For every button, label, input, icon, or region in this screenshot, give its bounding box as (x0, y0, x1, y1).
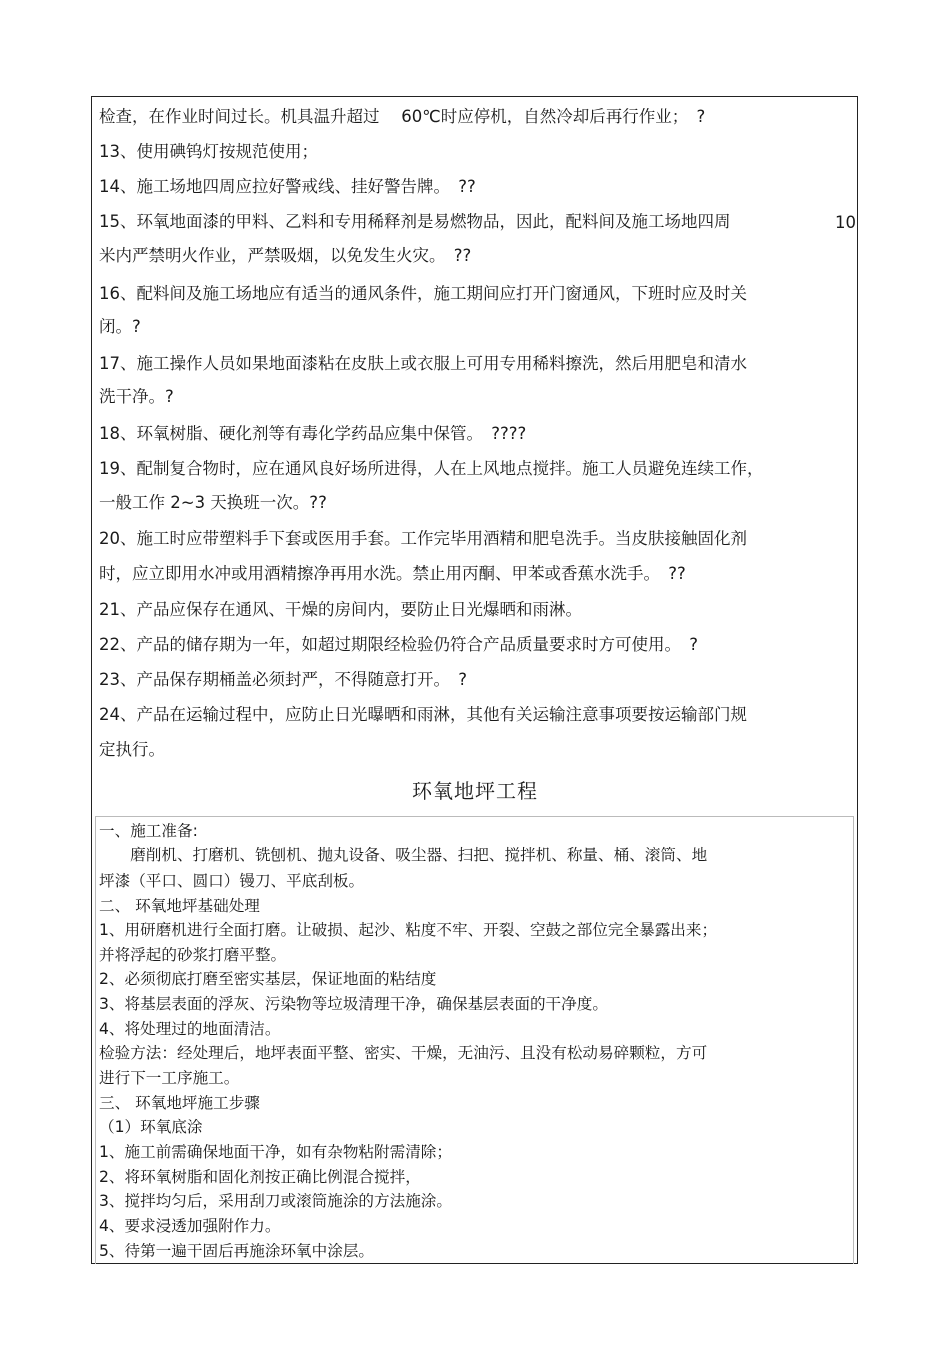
text-line: 进行下一工序施工。 (99, 1069, 240, 1087)
text-line: 4、将处理过的地面清洁。 (99, 1020, 281, 1038)
text-line: 19、配制复合物时，应在通风良好场所进得，人在上风地点搅拌。施工人员避免连续工作， (99, 459, 764, 478)
text-line: 检查，在作业时间过长。机具温升超过 60℃时应停机，自然冷却后再行作业； ? (99, 107, 706, 126)
text-line: 14、施工场地四周应拉好警戒线、挂好警告牌。 ?? (99, 177, 476, 196)
text-line: 坪漆（平口、圆口）镘刀、平底刮板。 (99, 872, 365, 890)
section-title: 环氧地坪工程 (412, 779, 538, 803)
text-line: 三、 环氧地坪施工步骤 (99, 1094, 260, 1112)
text-line: 22、产品的储存期为一年，如超过期限经检验仍符合产品质量要求时方可使用。 ? (99, 635, 699, 654)
text-line: 15、环氧地面漆的甲料、乙料和专用稀释剂是易燃物品，因此，配料间及施工场地四周 (99, 212, 731, 231)
text-line: 3、将基层表面的浮灰、污染物等垃圾清理干净，确保基层表面的干净度。 (99, 995, 608, 1013)
text-line: 一般工作 2~3 天换班一次。?? (99, 493, 327, 512)
text-line: 20、施工时应带塑料手下套或医用手套。工作完毕用酒精和肥皂洗手。当皮肤接触固化剂 (99, 529, 747, 548)
text-line: 洗干净。? (99, 387, 174, 406)
text-line: 闭。? (99, 317, 141, 336)
text-line: 21、产品应保存在通风、干燥的房间内，要防止日光爆晒和雨淋。 (99, 600, 582, 619)
text-line: 13、使用碘钨灯按规范使用； (99, 142, 318, 161)
text-line: 米内严禁明火作业，严禁吸烟，以免发生火灾。 ?? (99, 246, 472, 265)
text-line: 定执行。 (99, 740, 165, 759)
text-line: 23、产品保存期桶盖必须封严，不得随意打开。 ? (99, 670, 468, 689)
side-number: 10 (835, 213, 856, 232)
text-line: 磨削机、打磨机、铣刨机、抛丸设备、吸尘器、扫把、搅拌机、称量、桶、滚筒、地 (99, 846, 708, 864)
text-line: 检验方法：经处理后，地坪表面平整、密实、干燥，无油污、且没有松动易碎颗粒，方可 (99, 1044, 708, 1062)
text-line: 16、配料间及施工场地应有适当的通风条件，施工期间应打开门窗通风，下班时应及时关 (99, 284, 747, 303)
text-line: 一、施工准备: (99, 822, 198, 840)
text-line: 18、环氧树脂、硬化剂等有毒化学药品应集中保管。 ???? (99, 424, 527, 443)
text-line: 17、施工操作人员如果地面漆粘在皮肤上或衣服上可用专用稀料擦洗，然后用肥皂和清水 (99, 354, 747, 373)
text-line: （1）环氧底涂 (99, 1118, 203, 1136)
text-line: 二、 环氧地坪基础处理 (99, 897, 260, 915)
text-line: 3、搅拌均匀后，采用刮刀或滚筒施涂的方法施涂。 (99, 1192, 452, 1210)
text-line: 1、施工前需确保地面干净，如有杂物粘附需清除； (99, 1143, 452, 1161)
text-line: 4、要求浸透加强附作力。 (99, 1217, 281, 1235)
text-line: 2、必须彻底打磨至密实基层，保证地面的粘结度 (99, 970, 437, 988)
text-line: 2、将环氧树脂和固化剂按正确比例混合搅拌， (99, 1168, 421, 1186)
text-line: 并将浮起的砂浆打磨平整。 (99, 946, 287, 964)
text-line: 5、待第一遍干固后再施涂环氧中涂层。 (99, 1242, 375, 1260)
text-line: 1、用研磨机进行全面打磨。让破损、起沙、粘度不牢、开裂、空鼓之部位完全暴露出来； (99, 921, 718, 939)
text-line: 时，应立即用水冲或用酒精擦净再用水洗。禁止用丙酮、甲苯或香蕉水洗手。 ?? (99, 564, 686, 583)
text-line: 24、产品在运输过程中，应防止日光曝晒和雨淋，其他有关运输注意事项要按运输部门规 (99, 705, 747, 724)
